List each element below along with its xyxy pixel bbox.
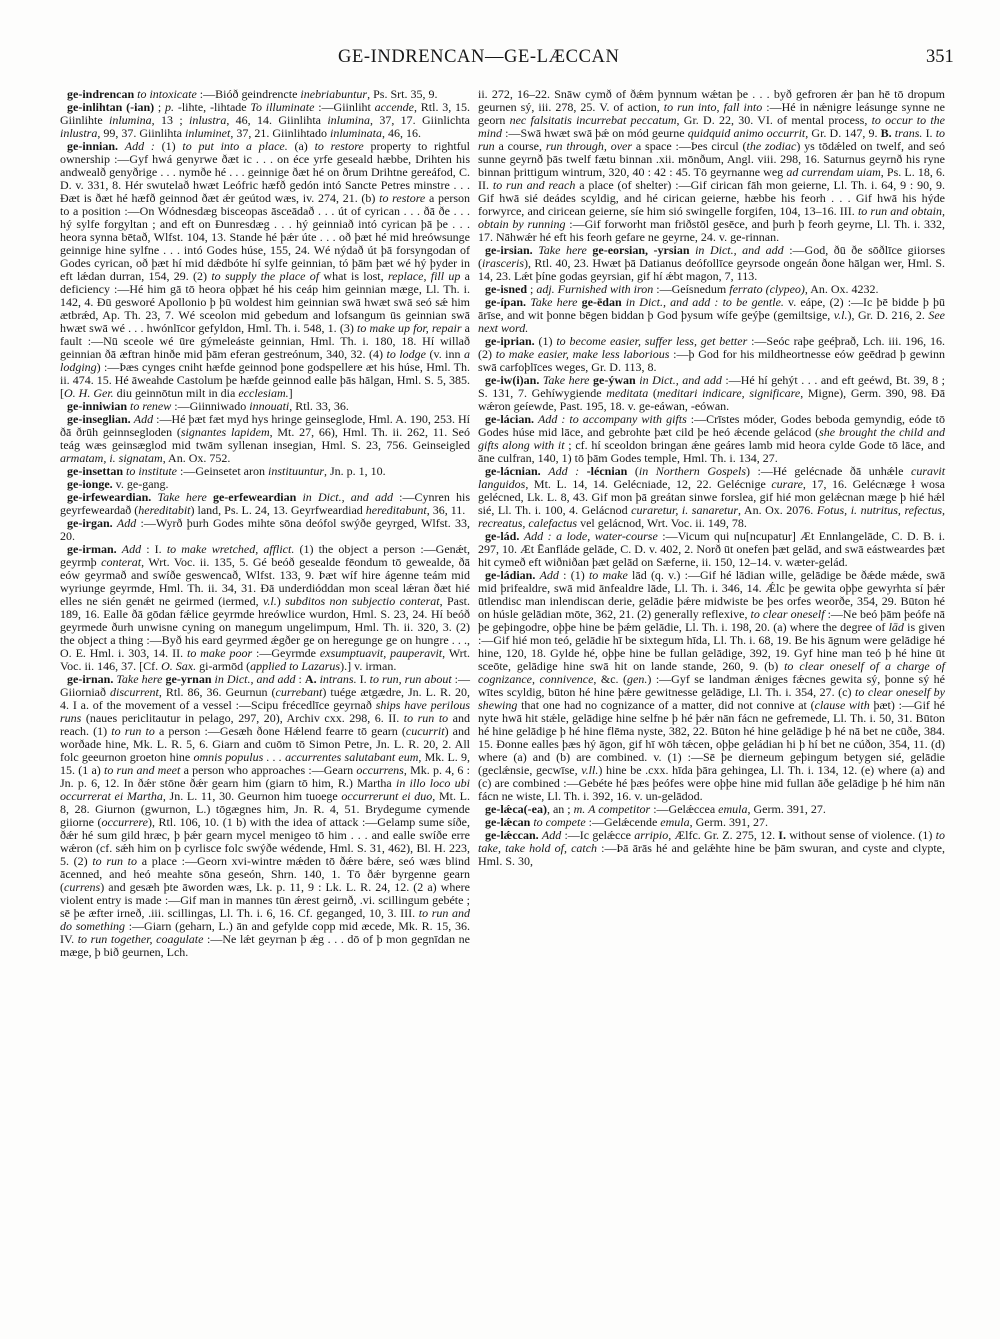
entry-italic: Add (539, 568, 559, 582)
entry-text: , Ps. L. 18, 6. II. (478, 165, 945, 192)
entry-text: , Wrt. Voc. ii. 135, 5. Gé beóð gesealde fēondum tō gewealde, ðā eów geyrmað and swíðe geswencað, Wlfst. 133, 9. Þæt wíf hire ágenne teám mid wyriunge geyrmde, Hml. Th. ii. 34, 31. Ðā underdióddan mon sceal lǽran ðæt hié elles ne sién genǽt ne geirmed (iermed, (60, 555, 470, 608)
entry-text: , An. Ox. 2076. (738, 503, 817, 517)
entry-bold: ge-ládian. (485, 568, 536, 582)
entry-italic: v.ll. (581, 763, 599, 777)
dictionary-entry (478, 530, 945, 569)
entry-italic: in Dict., and add (302, 490, 393, 504)
entry-italic: ecclesiam. (238, 386, 289, 400)
entry-text: :—Seóc raþe geéþrað, Lch. iii. 196, 16. (2) (478, 334, 945, 361)
entry-text: a space :—Þes circul ( (632, 139, 747, 153)
entry-bold: I. (778, 828, 786, 842)
entry-text: :—Ic gelǽcce (561, 828, 635, 842)
entry-bold: ge-lácnian. (485, 464, 541, 478)
dictionary-entry (60, 140, 470, 400)
entry-text: , Germ. 391, 27. (747, 802, 826, 816)
entry-italic: to lodge (386, 347, 426, 361)
running-head: GE-INDRENCAN—GE-LÆCCAN (338, 47, 620, 67)
dictionary-entry (478, 829, 945, 868)
entry-text: , 13 ; (151, 113, 189, 127)
entry-text: , Jn. p. 1, 10. (324, 464, 386, 478)
entry-italic: accende (374, 100, 414, 114)
entry-text: I. (356, 672, 370, 686)
entry-text: , An. Ox. 4232. (804, 282, 879, 296)
entry-bold: ge-irgan. (67, 516, 113, 530)
entry-text: : (1) (558, 568, 589, 582)
entry-italic: to restore (379, 191, 426, 205)
entry-text: :—Crīstes móder, Godes beboda gemyndig, eóde tō Godes húse mid lāce, and gebrohte þæt cild þe heó ǽcende gelácod ( (478, 412, 945, 439)
entry-bold: ge-ēdan (581, 295, 622, 309)
entry-bold: ge-iprian. (485, 334, 535, 348)
entry-italic: To illuminate (250, 100, 315, 114)
entry-italic: Add (541, 828, 562, 842)
entry-italic: inlumina (109, 113, 152, 127)
entry-italic: hereditabunt (365, 503, 427, 517)
entry-bold: ge-inniwian (67, 399, 128, 413)
entry-italic: conterat (101, 555, 142, 569)
entry-text: -lihte, -lihtade (174, 100, 251, 114)
entry-italic: in Dict., and add (639, 373, 722, 387)
entry-text: ) hine be .cxx. hīda þāra gehingea, Ll. Th. i. 134, 12. (e) where (a) and (c) are combined :—Gebéte hé þæs þeófes were oþþe hine mid fullan āðe gelādige þ hé him nān fácn ne wiste, Ll. Th. i. 392, 16. v. un-gelādod. (478, 763, 945, 803)
entry-italic: O. Sax. (161, 659, 197, 673)
entry-text: ) and gesæh þte āworden wæs, Lk. p. 11, 9 : Lk. L. R. 24, 12. (2 a) where violent entry is made :—Gif man in mannes tūn ǽrest geirnð, .vi. scillingum gebéte ; sē þe æfter irneð, .iii. scillingas, Ll. Th. i. 6, 16. Cf. geganged, 10, 3. III. (60, 880, 470, 920)
entry-bold: ge-irsian. (485, 243, 533, 257)
entry-italic: in illo loco ubi occurrerat ei Martha (60, 776, 470, 803)
entry-text: a person :—Gesæh ðone Hǽlend fearre tō gearn ( (154, 724, 406, 738)
entry-bold: ge-inlihtan (-ian) (67, 100, 155, 114)
entry-bold: ge-irman. (67, 542, 117, 556)
entry-italic: gen. (627, 672, 648, 686)
entry-italic: run through, over (545, 139, 633, 153)
entry-italic: to run, run about (369, 672, 452, 686)
entry-text: :—Geinsetet aron (177, 464, 268, 478)
entry-italic: to become easier, suffer less, get better (556, 334, 748, 348)
entry-italic: to compete (533, 815, 586, 829)
entry-text: :—Swā hwæt swā þǽ on mód geurne (502, 126, 688, 140)
entry-italic: Take here (157, 490, 207, 504)
entry-bold: ge-innian. (67, 139, 119, 153)
entry-text: :—Þā ārās hé and gelǽhte hine be þām swuran, and cyste and clypte, Hml. S. 30, (478, 841, 945, 868)
entry-bold: ge-insettan (67, 464, 123, 478)
entry-italic: emula (718, 802, 748, 816)
entry-italic: signantes lapidem (180, 425, 270, 439)
entry-text: , an ; (546, 802, 574, 816)
entry-text: :—Giiorniað (60, 672, 471, 699)
entry-text: , Gr. D. 22, 30. VI. of mental process, (676, 113, 872, 127)
entry-italic: to clear oneself (750, 607, 825, 621)
entry-bold: ge-erfeweardian (212, 490, 297, 504)
entry-italic: trans. (894, 126, 923, 140)
entry-text: , Wrt. Voc. ii. 146, 37. [Cf. (60, 646, 471, 673)
dictionary-entry (60, 491, 470, 517)
entry-text: :—Bióð geindrencte (196, 87, 301, 101)
entry-text: ) land, Ps. L. 24, 13. Geyrfweardiad (190, 503, 366, 517)
dictionary-entry (478, 296, 945, 335)
entry-bold: ge-eorsian, -yrsian (592, 243, 690, 257)
entry-text: :—Geyrmde (252, 646, 320, 660)
entry-text: , Mt. L. 8, 28. Giurnon (gwurnon, L.) tōgægnes him, Jn. R. 4, 51. Brydegume cymende giiorne ( (60, 789, 470, 829)
entry-text: is given :—Gif hié mon teó, gelādie hī be sixtegum hīda, Ll. Th. i. 68, 19. Be his āgnum were gelādige hé hine, 120, 18. Gylde hé, oþþe hine be fullan gelādige, 392, 19. Gyf hine man teó þ hé hine ūt sceōte, gelādige hine swā hit on lande stande, 260, 9. (b) (478, 620, 945, 673)
entry-text: , Mt. 27, 66), Hml. Th. ii. 262, 11. Seó teág wæs geinsæglod mid twām syllenan insegian, Hml. S. 23, 756. Geinseigled (60, 425, 471, 452)
entry-bold: -lécnian (586, 464, 628, 478)
entry-bold: ge-indrencan (67, 87, 135, 101)
entry-italic: in Dict., and add (695, 243, 784, 257)
entry-italic: to run (478, 126, 946, 153)
entry-italic: occurrens (356, 763, 404, 777)
entry-text: :—Hé hí gehýt . . . and eft geéwd, Bt. 39, 8 ; S. 131, 7. Gehíwygiende (478, 373, 946, 400)
entry-text: :—Ne beó þām þeófe nā þe geþingodre, oþþe hine be þǽm gelādie, Ll. Th. i. 198, 20. (a) where the degree of (478, 607, 945, 634)
entry-bold: ge-ýwan (593, 373, 636, 387)
entry-italic: occurrere (101, 815, 148, 829)
entry-text: :—Gelǽcende (585, 815, 661, 829)
page-number: 351 (926, 47, 954, 67)
entry-text: :—þ God for his mildheortnesse eów geēdrad þ gewinn swā carfoþlīces weges, Gr. D. 113, 8. (478, 347, 945, 374)
entry-text: lād (q. v.) :—Gif hé lādian wille, gelādige be ðǽde mǽde, swā mid þrifealdre, swā mid ānfealdre lāde, Ll. Th. i. 346, 14. Ǽlc þe gewita oþþe gewyrhta sí þǽr ūtlendisc man inlendiscan derie, gelādie þǽre midwiste be þes orfes weorðe, 354, 29. Būton hé on húsle gelādian mōte, 362, 21. (2) generally reflexive, (478, 568, 946, 621)
entry-italic: to run and do something (60, 906, 470, 933)
entry-italic: armatam, i. signatam (60, 451, 163, 465)
entry-italic: to clear oneself of a charge of cognizance, connivence (478, 659, 945, 686)
entry-italic: hereditabit (138, 503, 191, 517)
entry-text: :—Gelǽccea (650, 802, 719, 816)
entry-text: :—Giarn (geharn, L.) ān and gefylde copp mid æcede, Mk. R. 15, 36. IV. (60, 919, 470, 946)
entry-text: , Ps. Srt. 35, 9. (367, 87, 438, 101)
entry-text: , 46, 16. (382, 126, 422, 140)
entry-text: ), Gr. D. 216, 2. (847, 308, 929, 322)
entry-italic: See next word. (478, 308, 945, 335)
entry-text: ) (276, 594, 286, 608)
entry-italic: ad currendam uiam (786, 165, 881, 179)
entry-bold: ge-irfeweardian. (67, 490, 152, 504)
entry-text: what is lost, (319, 269, 388, 283)
entry-italic: inluminet (185, 126, 231, 140)
entry-text: ) and worðade hine, Mk. L. R. 5, 6. Giarn and cuōm tō Simon Petre, Jn. L. R. 20, 2. All folc geeurnon groeton hine (60, 724, 471, 764)
entry-bold: ge-ionge. (67, 477, 113, 491)
entry-text: , An. Ox. 752. (162, 451, 231, 465)
entry-italic: adj. Furnished with iron (536, 282, 654, 296)
entry-italic: nec falsitatis incurrebat peccatum (509, 113, 677, 127)
entry-text: and reach. (1) (60, 711, 470, 738)
entry-text: v. ge-gang. (112, 477, 169, 491)
entry-italic: the zodiac (746, 139, 797, 153)
entry-italic: O. H. Ger. (64, 386, 114, 400)
entry-text: , Ælfc. Gr. Z. 275, 12. (668, 828, 779, 842)
entry-text: (1) the object a person :—Genǽt, geyrmþ (60, 542, 470, 569)
entry-italic: curaretur, i. sanaretur (631, 503, 739, 517)
entry-text: I. (922, 126, 936, 140)
entry-italic: Add (121, 542, 142, 556)
entry-italic: v.l. (262, 594, 277, 608)
entry-text: that one had no cognizance of a matter, did not connive at ( (517, 698, 815, 712)
entry-italic: to supply the place of (211, 269, 320, 283)
entry-text: :—Hé in nǽnigre leásunge synne ne georn (478, 100, 946, 127)
left-column (60, 88, 470, 1316)
entry-italic: a lodging (60, 347, 470, 374)
entry-italic: applied to Lazarus (250, 659, 341, 673)
entry-italic: in Dict., and add (214, 672, 296, 686)
entry-text: (a) (287, 139, 315, 153)
entry-italic: meditata (606, 386, 649, 400)
entry-text: ) tuége ætgædre, Jn. L. R. 20, 4. I a. of the movement of a vessel :—Scipu frécedlīce geyrnað (60, 685, 470, 712)
entry-text: :—Wyrð þurh Godes mihte sōna deófol swýðe geyrged, Wlfst. 33, 20. (60, 516, 470, 543)
entry-italic: subditos non subjectio conterat (285, 594, 440, 608)
entry-italic: Add : (548, 464, 580, 478)
entry-italic: to run and reach (492, 178, 576, 192)
entry-italic: Fotus, i. nutritus, refectus, recreatus, calefactus (478, 503, 945, 530)
entry-italic: currebant (275, 685, 323, 699)
dictionary-entry (478, 335, 945, 374)
entry-bold: ge-ípan. (485, 295, 527, 309)
entry-italic: cucurrit (405, 724, 445, 738)
entry-italic: Add : to accompany with gifts (538, 412, 687, 426)
entry-italic: to run to (92, 854, 138, 868)
entry-text: , Jn. L. 11, 30. Geurnon him tuoege (162, 789, 342, 803)
entry-text: :—Ne lǽt geyrnan þ ǽg . . . dō of þ mon gegnīdan ne mæge, þ bið geurnen, Lch. (60, 932, 471, 959)
entry-text: , 99, 37. Giinlihta (97, 126, 186, 140)
entry-italic: ferrato (clypeo) (729, 282, 805, 296)
entry-text: a person to a position :—On Wódnesdæg bisceopas āsceādað . . . út of cyrican . . . ðā ðe . . . hý sylfe forgyltan ; and eft on Ðunresdæg . . . hý geinniað intó cyrican þā þe . . . heora synna bētað, Wlfst. 104, 13. Stande hé þǽr úte . . . oð þæt hé mid hreówsunge geinnige hine sylfne . . . intó Godes húse, 155, 24. Wé nýdað út þā forsyngodan of Godes cyrican, oð þæt hí mid dǽdbóte hí sylfe geinnian, tó þām þæt wé hý þyder in eft lǽdan durran, 154, 29. (2) (60, 191, 470, 283)
entry-bold: ge-irnan. (67, 672, 114, 686)
entry-text: , 37, 17. Giinlichta (370, 113, 470, 127)
entry-italic: to make easier, make less laborious (495, 347, 670, 361)
entry-italic: inebriabuntur (300, 87, 368, 101)
entry-italic: Take here (538, 243, 587, 257)
entry-italic: inlumina (327, 113, 370, 127)
entry-text: :—Hé þæt fæt myd hys hringe geinseglode, Hml. A. 190, 253. Hí ðā ðrūh geinnsegloden ( (60, 412, 471, 439)
dictionary-entry (60, 673, 470, 959)
entry-bold: ge-lácian. (485, 412, 534, 426)
entry-bold: ge-lǽccan. (485, 828, 539, 842)
entry-italic: Take here (116, 672, 163, 686)
entry-text: ) :—Hé gelécnade ðā unhǽle (746, 464, 912, 478)
dictionary-entry (60, 517, 470, 543)
entry-text: vel gelácnod, Wrt. Voc. ii. 149, 78. (577, 516, 747, 530)
dictionary-entry (478, 374, 945, 413)
entry-italic: inluminata (330, 126, 383, 140)
entry-italic: to put into a place. (182, 139, 288, 153)
entry-text: a place :—Georn xvi-wintre mǽden tō ðǽre bǽre, seó wæs blind ācenned, and heó meahte sōna geseón, Shrn. 140, 1. Tō ðǽr byrgenne gearn ( (60, 854, 471, 894)
entry-bold: ge-yrnan (165, 672, 212, 686)
entry-text: ) :—Þæs cynges cniht hæfde geinnod þone godspellere æt his húse, Hml. Th. ii. 474. 15. Hé āweahde Castolum þe hæfde geinnod ealle þās hālgan, Hml. S. 5, 385. [ (60, 360, 470, 400)
entry-text: , &c. ( (593, 672, 628, 686)
entry-text: , Mk. p. 4, 6 : Jn. p. 6, 12. In ðǽr stōne ðǽr gearn him (giarn tō him, R.) Martha (60, 763, 470, 790)
entry-italic: to occur to the mind (478, 113, 945, 140)
entry-text: a deficiency :—Hé him gā tō heora oþþæt hé his ceáp him geinnian mæge, Ll. Th. i. 142, 4. Ðū gesworé Apollonio þ þū woldest him geinnian swā hwæt swā seó sǽ him ætbrǽd, Ap. Th. 23, 7. Wé sceolon mid gebedum and lofsangum ūs geinnian swā hwæt swā wé . . . hwónlīcor gefyldon, Hml. Th. i. 548, 1. (3) (60, 269, 471, 335)
entry-italic: to institute (126, 464, 177, 478)
entry-italic: to intoxicate (134, 87, 197, 101)
entry-text: :—Gif forworht man friðstōl gesēce, and þurh þ feorh geyrne, Ll. Th. i. 332, 17. Nāhwǽr hé eft his feorh gefare ne geyrne, 24. v. ge-rinnan. (478, 217, 945, 244)
entry-italic: v.l. (833, 308, 848, 322)
dictionary-entry (478, 88, 945, 244)
dictionary-entry (478, 569, 945, 803)
entry-italic: to run to (111, 724, 155, 738)
entry-italic: she brought the child and gifts along with it (478, 425, 945, 452)
entry-bold: ge-isned (485, 282, 527, 296)
entry-text: :—God, ðū ðe sōðlīce giiorses ( (478, 243, 945, 270)
entry-italic: to make (588, 568, 628, 582)
entry-text: : (295, 672, 305, 686)
entry-italic: to run into, fall into (663, 100, 763, 114)
entry-italic: irasceris (482, 256, 524, 270)
entry-bold: A. (304, 672, 317, 686)
entry-italic: innouati (249, 399, 290, 413)
entry-text (118, 139, 125, 153)
entry-text: (naues periclitautur in pelago, 297, 20), Archiv cxx. 298, 6. II. (81, 711, 404, 725)
entry-italic: lād (888, 620, 904, 634)
entry-text: , 36, 11. (426, 503, 466, 517)
dictionary-entry (478, 413, 945, 465)
entry-text: ; cf. hí sceoldon bringan ǽne geáres lamb mid heora cylde Gode tō lāce, and āne culfran, 140, 1) tō þām Godes temple, Hml. Th. i. 134, 27. (478, 438, 945, 465)
entry-bold: B. (880, 126, 892, 140)
entry-italic: to make wretched, afflict. (166, 542, 295, 556)
entry-italic: Add : (124, 139, 155, 153)
entry-text: diu geinnōtun milt in dia (113, 386, 239, 400)
dictionary-entry (60, 413, 470, 465)
entry-bold: ge-lǽcan (485, 815, 531, 829)
entry-text: , Gr. D. 147, 9. (805, 126, 881, 140)
entry-italic: curare (771, 477, 803, 491)
entry-text: ) :—Gyf se landman ǽniges fǽcnes gewita sý, þonne sý hé wītes scyldig, būton hé hine þǽre gewitnesse gelādige, Ll. Th. i. 354, 27. (c) (478, 672, 946, 699)
entry-text: ] (288, 386, 293, 400)
entry-italic: in Northern Gospels (638, 464, 746, 478)
entry-text: , Past. 189, 16. Ealle ðā gōdan fǽlice geyrmde hreówlice wurdon, Hml. S. 23, 24. Hí beóð geyrmede ðurh unwisne cyning on manegum ungelimpum, Hml. Th. ii. 320, 3. (2) the object a thing :—Byð his eard geyrmed ǽgðer ge on heregunge ge on hungre . . ., O. E. Hml. i. 303, 14. II. (60, 594, 471, 660)
entry-italic: m. A competitor (573, 802, 651, 816)
entry-italic: to run and obtain, obtain by running (478, 204, 946, 231)
entry-italic: to run to (403, 711, 449, 725)
entry-text: a person who approaches :—Gearn (180, 763, 357, 777)
entry-text: , Rtl. 33, 36. (289, 399, 349, 413)
entry-text: ii. 272, 16–22. Snāw cymð of ðǽm þynnum wǽtan þe . . . byð gefroren ǽr þan hē tō dropum geurnen sý, iii. 278, 25. V. of action, (478, 87, 945, 114)
entry-text: , Mt. L. 14, 14. Gelécniade, 12, 22. Gelécnige (525, 477, 772, 491)
entry-italic: inlustra (189, 113, 227, 127)
entry-text: , 37, 21. Giinlihtado (230, 126, 331, 140)
dictionary-entry (478, 244, 945, 283)
entry-italic: meditari indicare, significare (656, 386, 801, 400)
dictionary-entry (478, 465, 945, 530)
entry-text: þæt) :—Gif hé nyte hwā hit stǽle, gelādige hine selfne þ hé þǽr nān fácn ne gefremede, Ll. Th. i. 50, 31. Būton hé hine gelādige þ hé hine flēma nyste, 382, 22. Būton hé hine gelādige þ hé nā bet ne cūðe, 384. 15. Ðonne ealles þæs hý āgon, gif hī wōh tǽcen, oþþe geládian hi þ hí bet ne cúðon, 354, 11. (d) where (a) and (b) are combined. v. (1) :—Sē þe dierneum geþingum betygen sié, gelādie (geclǽnsie, gecwīse, (478, 698, 946, 777)
entry-italic: Add (133, 412, 154, 426)
entry-bold: ge-lǽca(-ea) (485, 802, 547, 816)
entry-bold: ge-lád. (485, 529, 520, 543)
entry-italic: to make up for, repair (356, 321, 462, 335)
entry-text: (1) (534, 334, 557, 348)
entry-text: ( (648, 386, 657, 400)
entry-text: without sense of violence. (1) (785, 828, 936, 842)
entry-text: :—Cynren his geyrfeweardað ( (60, 490, 471, 517)
entry-italic: omnis populus . . . accurrentes salutabant eum (193, 750, 419, 764)
entry-text: a course, (494, 139, 546, 153)
entry-italic: exsumptuavit, pauperavit (319, 646, 443, 660)
entry-text: , Rtl. 3, 15. Giinlihte (60, 100, 471, 127)
entry-italic: quidquid animo occurrit (687, 126, 806, 140)
entry-italic: Add (116, 516, 137, 530)
entry-text: ; (154, 100, 166, 114)
right-column (478, 88, 945, 1316)
entry-text: a place (of shelter) :—Gif cirican fāh mon geierne, Ll. Th. i. 64, 9 : 90, 9. Gif hwā sié deádes scyldig, and hé cirican geierne, hæbbe his feorh . . . Gif hwā his hýde forwyrce, and ciricean geierne, síe him sió swingelle forgifen, 104, 13–16. III. (478, 178, 945, 218)
entry-bold: ge-inseglian. (67, 412, 131, 426)
entry-italic: in Dict., and add : to be gentle. (625, 295, 784, 309)
entry-text: :—Geísnedum (653, 282, 730, 296)
entry-text: , 17, 16. Gelécnæge ł wosa gelécned, Lk. L. 8, 43. Gif mon þā greátan sinwe forslea, gif hié mon gelǽcnan mæge þ hié hǽl sié, Ll. Th. i. 100, 4. Gelácnod (478, 477, 946, 517)
entry-italic: discurrent (109, 685, 159, 699)
entry-text: ; (527, 282, 537, 296)
entry-text: (1) (154, 139, 183, 153)
entry-text: ) ys tōdǽled on twelf, and seó sunne geyrnð þās twelf fætu binnan .xii. mōnðum, Angl. viii. 298, 16. Saturnus geyrnð his ryne binnan þrittigum wintrum, 320, 40 : 42 : 45. Tō geyrnanne weg (478, 139, 945, 179)
entry-italic: p. (165, 100, 175, 114)
entry-text: (v. inn (426, 347, 464, 361)
entry-text (579, 464, 587, 478)
entry-italic: to run and meet (104, 763, 181, 777)
entry-italic: inlustra (60, 126, 98, 140)
entry-italic: replace, fill up (387, 269, 461, 283)
entry-text: , 46, 14. Giinlihta (226, 113, 328, 127)
entry-italic: instituuntur (267, 464, 324, 478)
entry-italic: Add : a lode, water-course (523, 529, 658, 543)
entry-italic: ships have perilous runs (60, 698, 470, 725)
entry-italic: intrans. (319, 672, 357, 686)
entry-italic: to take, take hold of, catch (478, 828, 945, 855)
entry-italic: Take here (530, 295, 578, 309)
entry-italic: to renew (130, 399, 172, 413)
entry-text: , Mk. L. 9, 15. (1 a) (60, 750, 471, 777)
entry-italic: to run together, coagulate (77, 932, 204, 946)
entry-text: v. eápe, (2) :—Ic þē bidde þ þū ārīse, and wit þonne bēgen biddan þ God þysum wífe geýþe (gemiltsige, (478, 295, 946, 322)
entry-text: , Germ. 391, 27. (689, 815, 768, 829)
entry-italic: to make poor (186, 646, 253, 660)
entry-text: ), Rtl. 106, 10. (1 b) with the idea of attack :—Gelamp sume síðe, ðǽr hé sum gild hræc, þ þǽr gearn mycel menigeo tō him . . . and ealle swíðe erre wǽron (cf. sǽh him on þ cyrlisce folc swýðe wédende, Hml. S. 31, 462), Bl. H. 223, 5. (2) (60, 815, 470, 868)
entry-italic: clause with (814, 698, 870, 712)
entry-text: ( (627, 464, 639, 478)
entry-italic: emula (660, 815, 690, 829)
entry-italic: to restore (314, 139, 364, 153)
entry-italic: occurrerunt ei duo (341, 789, 433, 803)
entry-italic: currens (64, 880, 101, 894)
entry-text: ), Rtl. 40, 23. Hwæt þā Datianus deófollīce geyrsode ongeán ðone hālgan wer, Hml. S. 14, 23. Lǽt þíne godas geyrsian, gif hí ǽbt magon, 7, 113. (478, 256, 945, 283)
entry-italic: Take here (542, 373, 590, 387)
dictionary-entry (60, 543, 470, 673)
entry-text: : I. (141, 542, 167, 556)
entry-text: property to rightful ownership :—Gyf hwá genyrwe ðæt ic . . . on éce yrfe geseald hæbbe, Drihten his andwealð genyðrige . . . nymðe hé . . . geinnige ðæt hé on ðrum Drihtne gereáfod, C. D. v. 331, 8. Hér swutelað hwæt Leófric hæfð gedón intó Sancte Petres minstre . . . Ðæt is ðæt hé hæfð geinnod ðæt ǽr geútod wæs, iv. 274, 21. (b) (60, 139, 471, 205)
entry-bold: ge-iw(i)an. (485, 373, 540, 387)
entry-text: , Rtl. 86, 36. Geurnun ( (158, 685, 276, 699)
entry-italic: arripio (634, 828, 669, 842)
entry-text: :—Giinniwado (171, 399, 250, 413)
entry-text: gi-armōd ( (196, 659, 251, 673)
entry-italic: to clear oneself by shewing (478, 685, 945, 712)
entry-text: :—Vicum qui nu[ncupatur] Æt Ennlangelāde, C. D. B. i. 297, 10. Æt Ēanfláde gelāde, C. D. v. 402, 2. Norð ūt onefen þæt gelād, and swā eástweardes þæt hit cymeð eft wiðniðan þæt gelād on Sæferne, ii. 150, 12–14. v. wæter-gelád. (478, 529, 945, 569)
entry-text: a fault :—Nū sceole wé ūre gýmeleáste geinnian, Hml. Th. i. 180, 18. Hí willað geinnian ðā æftran hinðe mid þām eferan gestreónum, 340, 32. (4) (60, 321, 471, 361)
entry-italic: curavit languidos (478, 464, 946, 491)
dictionary-entry (60, 101, 470, 140)
entry-text: ).] v. irman. (340, 659, 397, 673)
entry-text: , Migne), Germ. 390, 98. Ðā wǽron geíewde, Past. 195, 18. v. ge-eáwan, -eówan. (478, 386, 946, 413)
entry-text: :—Giinliht (314, 100, 375, 114)
